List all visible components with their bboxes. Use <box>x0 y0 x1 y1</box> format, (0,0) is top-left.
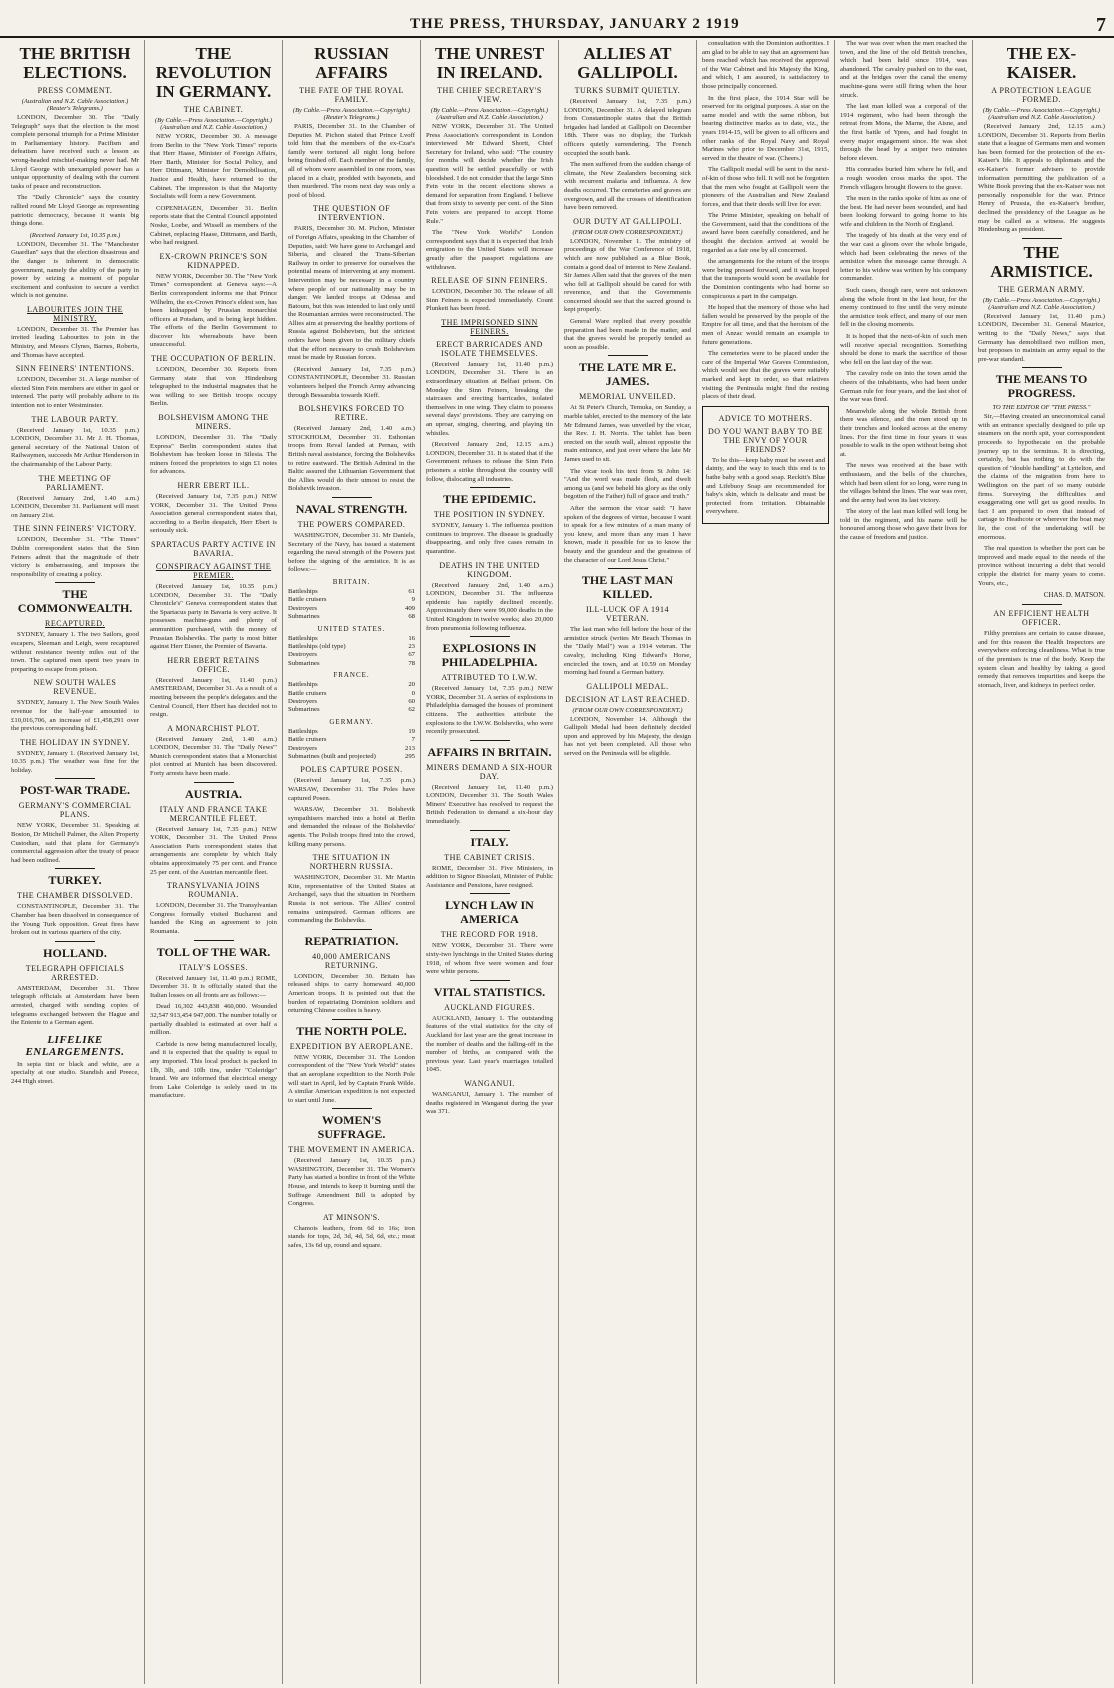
section-subhead: A MONARCHIST PLOT. <box>167 723 260 733</box>
article-body: LONDON, December 31. The "Manchester Guardian" says that the election disastrous and the danger is inherent in democratic government, namely the ability of the party in power by seizing a moment of popular excitement and confusion to secure a verdict which is not genuine. <box>11 240 139 300</box>
divider <box>470 487 510 488</box>
article-body: WARSAW, December 31. Bolshevik sympathisers marched into a hotel at Berlin and demanded the release of the Bolsheviks' agents. The Polish troops fired into the crowd, killing many persons. <box>288 806 415 848</box>
wire-credit: (By Cable.—Press Association.—Copyright.) (Australian and N.Z. Cable Association.) <box>982 107 1101 121</box>
table-caption: UNITED STATES. <box>317 624 386 633</box>
naval-strength-table <box>288 578 415 762</box>
article-body: (Received January 1st, 11.40 p.m.) LONDON, December 31. General Maurice, writing to the "Daily News," says that Germany has demobilised two million men, but proposes to maintain an army equal to the pre-war standard. <box>978 312 1105 363</box>
table-row <box>288 706 415 714</box>
section-subhead: LABOURITES JOIN THE MINISTRY. <box>26 304 123 323</box>
divider <box>470 740 510 741</box>
article-body: (Received January 1st, 7.35 p.m.) NEW YORK, December 31. The United Press Association general correspondent states that, according to a Berlin despatch, Herr Ebert is seriously sick. <box>150 493 277 535</box>
table-caption: BRITAIN. <box>332 577 371 586</box>
section-subhead: EX-CROWN PRINCE'S SON KIDNAPPED. <box>159 251 268 270</box>
article-headline: LYNCH LAW IN AMERICA <box>445 898 534 927</box>
article-body: The tragedy of his death at the very end of the war cast a gloom over the whole brigade, which had been celebrating the news of the armistice when the message came through. A letter to his widow was written by his company commander. <box>840 232 967 283</box>
section-subhead: HERR EBERT ILL. <box>177 481 250 490</box>
section-subhead: THE MOVEMENT IN AMERICA. <box>288 1145 415 1155</box>
article-body: (Received January 2nd, 1.40 a.m.) LONDON, December 31. The "Daily News'" Munich correspondent states that a Monarchist plot centred at Munich has been discovered. Forty arrests have been made. <box>150 735 277 778</box>
article-body: (Received January 1st, 7.35 p.m.) NEW YORK, December 31. A series of explosions in Philadelphia damaged the houses of prominent citizens. The authorities attribute the explosions to the I.W.W. Bolsheviks, who were recently prosecuted. <box>426 685 553 736</box>
article-body: In the first place, the 1914 Star will be reserved for its original purposes. A star on the same model and with the same ribbon, but bearing distinctive marks as to date, viz., the years 1914-15, will be given to all officers and other ranks of the Royal Navy and Royal Marines who prior to December 31st, 1915, served in the theatre of war. (Cheers.) <box>702 94 829 162</box>
article-body: The cavalry rode on into the town amid the cheers of the inhabitants, who had been under German rule for four years, and the last shot of the war was fired. <box>840 370 967 404</box>
vessel-count: 20 <box>408 681 415 689</box>
article-headline: THE MEANS TO PROGRESS. <box>995 372 1088 401</box>
divider <box>332 497 372 498</box>
table-row <box>288 651 415 659</box>
letter-credit: TO THE EDITOR OF "THE PRESS." <box>992 404 1091 412</box>
vessel-type: Battleships <box>288 681 318 689</box>
divider <box>470 830 510 831</box>
section-subhead: THE SITUATION IN NORTHERN RUSSIA. <box>309 853 394 872</box>
article-headline: TURKEY. <box>48 873 102 888</box>
masthead <box>0 0 1114 38</box>
section-subhead: THE CHAMBER DISSOLVED. <box>17 891 133 901</box>
section-subhead: ITALY'S LOSSES. <box>179 962 248 972</box>
article-body: LONDON, December 30. Reports from Germany state that von Hindenburg telegraphed to the industrial magnates that he was willing to see British troops occupy Berlin. <box>150 366 277 408</box>
vessel-type: Destroyers <box>288 698 317 705</box>
page-number: 7 <box>1096 14 1106 36</box>
vessel-type: Destroyers <box>288 651 317 659</box>
letter-body: Sir,—Having created an uneconomical canal with an entrance specially designed to pile up steamers on the north spit, your correspondent proceeds to hypothecate on the probable journey up to the terminus. It is directing, certainly, but has nothing to do with the question of "double handling" at Lyttelton, and the claims of the migration from here to Wellington on the part of so many outside firms. Surveying the difficulties and exaggerating one will get us good results. In fact I am prepared to own that instead of cartage to Heathcote or wherever the boat may lie, the cost of the undertaking will be enormous. <box>978 413 1105 541</box>
article-body: The last man who fell before the hour of the armistice struck (writes Mr Beach Thomas in the "Daily Mail") was a 1914 veteran. The cavalry, including King Edward's Horse, encircled the town, and at 10.59 on Monday morning had found a German battery. <box>564 626 691 677</box>
section-subhead: MINERS DEMAND A SIX-HOUR DAY. <box>426 762 553 781</box>
section-subhead: THE MEETING OF PARLIAMENT. <box>38 473 112 492</box>
article-body: (Received January 2nd, 12.15 a.m.) LONDON, December 31. Reports from Berlin state that a league of Germans men and women has been formed for the protection of the ex-Kaiser's life. It appeals to diplomats and the ex-Kaiser's former advisers to provide information permitting the publication of a White Book proving that the ex-Kaiser was not personally responsible for the war. Prince Henry of Prussia, the ex-Kaiser's brother, declined the presidency of the League as he may be called as a witness. He suggests Hindenburg as president. <box>978 123 1105 234</box>
article-body: The vicar took his text from St John 14: "And the word was made flesh, and dwelt among us (and we beheld his glory as the only begotten of the Father) full of grace and truth." <box>564 467 691 501</box>
table-row <box>288 613 415 621</box>
vessel-count: 0 <box>411 689 415 697</box>
wire-credit: (By Cable.—Press Association.—Copyright.) (Australian and N.Z. Cable Association.) <box>154 117 273 131</box>
divider <box>332 1108 372 1109</box>
article-body: NEW YORK, December 31. The London correspondent of the "New York World" states that an aeroplane expedition to the North Pole will start in April, led by Captain Frank Wilde. A similar American expedition is not expected to start until June. <box>288 1053 415 1104</box>
article-body: The Gallipoli medal will be sent to the next-of-kin of those who fell. It will not be forgotten that the men who fought at Gallipoli were the pioneers of the Australian and New Zealand forces, and that their deeds will live for ever. <box>702 166 829 208</box>
article-body: (Received January 1st, 11.40 p.m.) LONDON, December 31. The South Wales Miners' Executive has resolved to request the British Federation to demand a six-hour day immediately. <box>426 783 553 826</box>
divider <box>55 868 95 869</box>
article-headline: HOLLAND. <box>43 945 107 960</box>
article-body: The story of the last man killed will long be told in the regiment, and his name will be honoured among those who gave their lives for the cause of freedom and justice. <box>840 508 967 542</box>
table-row <box>288 728 415 736</box>
article-body: At St Peter's Church, Temuka, on Sunday, a marble tablet, erected to the memory of the late Mr Edmund James, was unveiled by the vicar, the Rev. J. H. Norris. The tablet has been erected on the south wall, almost opposite the main entrance, and just over where the late Mr James used to sit. <box>564 404 691 463</box>
article-body: NEW YORK, December 30. A message from Berlin to the "New York Times" reports that Herr Haase, Minister of Foreign Affairs, Herr Barth, Minister for Social Policy, and Herr Dittmann, Minister for Demobilisation, Justice and Health, have returned to the Cabinet. The impression is that the Majority Socialists will form a new Government. <box>150 133 277 201</box>
column-6 <box>696 40 834 1684</box>
section-subhead: THE IMPRISONED SINN FEINERS. <box>441 317 538 336</box>
vessel-count: 23 <box>408 642 415 650</box>
article-body: AMSTERDAM, December 31. Three telegraph officials at Amsterdam have been arrested, charged with sending copies of telegrams exchanged between the Hague and the Entente to a German agent. <box>11 984 139 1027</box>
section-subhead: CONSPIRACY AGAINST THE PREMIER. <box>155 561 272 580</box>
vessel-count: 67 <box>408 651 415 659</box>
article-body: (Received January 1st, 7.35 p.m.) WARSAW, December 31. The Poles have captured Posen. <box>288 777 415 802</box>
section-subhead: THE CABINET. <box>183 105 244 114</box>
section-subhead: THE RECORD FOR 1918. <box>440 930 539 940</box>
divider <box>194 782 234 783</box>
section-subhead: RELEASE OF SINN FEINERS. <box>431 276 548 286</box>
newspaper-title: THE PRESS, THURSDAY, JANUARY 2 1919 <box>410 16 740 32</box>
article-body: Such cases, though rare, were not unknown along the whole front in the last hour, for the enemy continued to fire until the very minute the armistice took effect, and many of our men fell in the closing moments. <box>840 287 967 329</box>
article-headline: THE REVOLUTION IN GERMANY. <box>155 44 272 101</box>
article-headline: AFFAIRS IN BRITAIN. <box>427 744 552 759</box>
correspondent-credit: (FROM OUR OWN CORRESPONDENT.) <box>572 228 683 236</box>
vessel-type: Battle cruisers <box>288 689 327 697</box>
article-body: It is hoped that the next-of-kin of such men will receive special recognition. Something should be done to mark the sacrifice of those who fell on the last day of the war. <box>840 333 967 366</box>
article-body: (Received January 1st, 11.40 p.m.) LONDON, December 31. There is an extraordinary situation at Belfast prison. On Monday the Sinn Feiners, breaking the staircases and erecting barricades, isolated themselves in one wing. They claim to possess several days' provisions. They are carrying on an uproar, singing, cheering, and playing tin whistles. <box>426 360 553 437</box>
divider <box>332 1019 372 1020</box>
table-caption: FRANCE. <box>333 671 370 680</box>
article-headline: ITALY. <box>470 834 509 849</box>
vessel-type: Battleships <box>288 587 318 595</box>
divider <box>55 778 95 779</box>
section-subhead: DEATHS IN THE UNITED KINGDOM. <box>439 560 540 579</box>
divider <box>470 636 510 637</box>
section-subhead: RECAPTURED. <box>45 619 105 629</box>
article-body: ROME, December 31. Five Ministers, in addition to Signor Bissolati, Minister of Public Assistance and Pensions, have resigned. <box>426 864 553 889</box>
section-subhead: THE LABOUR PARTY. <box>31 414 119 424</box>
section-subhead: ATTRIBUTED TO I.W.W. <box>441 673 538 683</box>
vessel-type: Submarines (built and projected) <box>288 753 376 761</box>
table-row <box>288 736 415 744</box>
column-3 <box>282 40 420 1684</box>
section-subhead: POLES CAPTURE POSEN. <box>300 765 403 775</box>
section-subhead: THE CHIEF SECRETARY'S VIEW. <box>437 86 542 104</box>
table-row <box>288 698 415 706</box>
section-subhead: DECISION AT LAST REACHED. <box>565 694 690 704</box>
section-subhead: ERECT BARRICADES AND ISOLATE THEMSELVES. <box>436 339 543 358</box>
correspondent-credit: (FROM OUR OWN CORRESPONDENT.) <box>572 706 683 714</box>
article-body: (Received January 1st, 7.35 p.m.) CONSTANTINOPLE, December 31. Russian volunteers helped the French Army advancing through Bessarabia towards Kieff. <box>288 365 415 399</box>
table-row <box>288 660 415 668</box>
article-headline: AUSTRIA. <box>184 786 242 801</box>
article-body: (Received January 1st, 7.35 p.m.) LONDON, December 31. A delayed telegram from Constantinople states that the British brigades had landed at Gallipoli on December 18th. There was no display, the Turkish officers quietly surrendering. The French occupied the south bank. <box>564 98 691 157</box>
table-row <box>288 605 415 613</box>
section-subhead: THE POSITION IN SYDNEY. <box>433 510 546 520</box>
section-subhead: THE HOLIDAY IN SYDNEY. <box>20 737 130 747</box>
vessel-type: Battleships <box>288 727 318 735</box>
article-headline: REPATRIATION. <box>304 933 399 948</box>
letter-signature: CHAS. D. MATSON. <box>1043 591 1105 600</box>
article-headline: WOMEN'S SUFFRAGE. <box>317 1113 386 1142</box>
article-body: CONSTANTINOPLE, December 31. The Chamber has been dissolved in consequence of the Young Turk opposition. Great fires have broken out in various quarters of the city. <box>11 903 139 937</box>
advertisement-headline: ADVICE TO MOTHERS. <box>718 413 813 423</box>
section-subhead: SINN FEINERS' INTENTIONS. <box>15 364 135 374</box>
vessel-count: 61 <box>408 587 415 595</box>
article-body: The cemeteries were to be placed under the care of the Imperial War Graves Commission, which would see that the graves were suitably marked and kept in order, so that relatives visiting the Peninsula might find the resting places of their dead. <box>702 350 829 401</box>
table-caption: GERMANY. <box>329 717 374 726</box>
article-body: PARIS, December 31. In the Chamber of Deputies M. Pichon stated that Prince Lvoff told him that the members of the ex-Czar's family were tortured all night long before being finished off. Each member of the family, all of whom were assembled in one room, was placed in a chair, prodded with bayonets, and then murdered. The room next day was only a pool of blood. <box>288 123 415 199</box>
vessel-type: Submarines <box>288 659 320 667</box>
wire-credit: (By Cable.—Press Association.—Copyright.) (Reuter's Telegrams.) <box>292 107 411 121</box>
vessel-count: 68 <box>408 613 415 621</box>
section-subhead: ITALY AND FRANCE TAKE MERCANTILE FLEET. <box>159 804 268 823</box>
section-subhead: THE GERMAN ARMY. <box>998 284 1085 294</box>
article-body: consultation with the Dominion authorities. I am glad to be able to say that an agreement has been reached which has received the approval of the War Cabinet and his Majesty the King, and which, I am assured, is satisfactory to those principally concerned. <box>702 40 829 90</box>
section-subhead: BOLSHEVISM AMONG THE MINERS. <box>158 413 269 432</box>
article-headline: THE LAST MAN KILLED. <box>581 573 674 602</box>
article-body: NEW YORK, December 31. The United Press Association's correspondent in London interviewed Mr Edward Shortt, Chief Secretary for Ireland, who said: "The country for months will decide whether the Irish question will be settled peacefully or with bloodshed. I do not consider that the large Sinn Fein vote in the recent elections shows a demand for separation from England. I believe that from sixty to seventy per cent. of the Sinn Fein voters are prepared to accept Home Rule." <box>426 123 553 225</box>
article-body: Dead 16,302 443,838 460,000. Wounded 32,547 913,454 947,000. The number totally or partially disabled is estimated at over half a million. <box>150 1003 277 1037</box>
section-subhead: GERMANY'S COMMERCIAL PLANS. <box>18 801 132 820</box>
article-body: LONDON, December 31. The "Daily Express" Berlin correspondent states that Bolshevism has broken loose in Silesia. The miners forced the proprietors to sign £1 notes for advances. <box>150 434 277 476</box>
vessel-count: 60 <box>408 698 415 705</box>
article-body: NEW YORK, December 31. There were sixty-two lynchings in the United States during 1918, of whom five were women and four were white persons. <box>426 942 553 976</box>
section-subhead: ILL-LUCK OF A 1914 VETERAN. <box>586 605 669 624</box>
article-body: (Received January 1st, 10.35 p.m.) WASHINGTON, December 31. The Women's Party has started a bonfire in front of the White House, and intends to keep it burning until the Suffrage Amendment Bill is adopted by Congress. <box>288 1157 415 1208</box>
divider <box>470 980 510 981</box>
article-headline: NAVAL STRENGTH. <box>295 501 408 516</box>
section-subhead: BOLSHEVIKS FORCED TO RETIRE. <box>298 404 405 423</box>
wire-credit: (Australian and N.Z. Cable Association.) (Reuter's Telegrams.) <box>21 98 129 112</box>
article-body: After the sermon the vicar said: "I have spoken of the degrees of virtue, because I want to speak for a few minutes of a man many of you knew, and more than any man I have known, made it possible for us to know the beauty and the grandeur and the greatness of the character of our Lord Jesus Christ." <box>564 504 691 564</box>
article-body: SYDNEY, January 1. (Received January 1st, 10.35 p.m.) The weather was fine for the holiday. <box>11 749 139 774</box>
article-headline: THE ARMISTICE. <box>990 242 1093 281</box>
table-row <box>288 681 415 689</box>
table-row <box>288 690 415 698</box>
table-row <box>288 753 415 761</box>
article-body: The "Daily Chronicle" says the country rallied round Mr Lloyd George as representing patriotic democracy, because it wants big things done. <box>11 194 139 228</box>
advertisement-subhead: DO YOU WANT BABY TO BE THE ENVY OF YOUR FRIENDS? <box>708 426 823 454</box>
section-subhead: GALLIPOLI MEDAL. <box>586 681 669 691</box>
advertisement-body: To be this—keep baby must be sweet and dainty, and the way to teach this end is to bathe baby with a good soap. Reckitt's Blue and Lifebuoy Soap are recommended for baby's skin, which is delicate and must be protected from irritation. Obtainable everywhere. <box>706 456 825 516</box>
article-body: AUCKLAND, January 1. The outstanding features of the vital statistics for the city of Auckland for last year are the great increase in the number of deaths and the falling-off in the number of births, as compared with the previous year. Last year's marriages totalled 1045. <box>426 1014 553 1074</box>
article-body: (Received January 1st, 10.35 p.m.) LONDON, December 31. The "Daily Chronicle's" Geneva correspondent states that the Spartacus party in Bavaria is very active. It possesses machine-guns and plenty of ammunition purchased, with the money of Prussian Bolsheviks. The party is most bitter against Herr Eisner, the Premier of Bavaria. <box>150 582 277 651</box>
article-body: The Prime Minister, speaking on behalf of the Government, said that the conditions of the award have been carefully considered, and he thought the decision arrived at would be regarded as a fair one by all concerned. <box>702 212 829 254</box>
article-body: (Received January 2nd, 1.40 a.m.) LONDON, December 31. Parliament will meet on January 21st. <box>11 494 139 519</box>
article-body: The war was over when the men reached the town, and the line of the old British trenches, which had been held since 1914, was abandoned. The cavalry pushed on to the east, and at the bridges over the canal the enemy machine-guns were still firing when the hour struck. <box>840 40 967 99</box>
article-body: The men suffered from the sudden change of climate, the New Zealanders becoming sick with recurrent malaria and influenza. A few deaths occurred. The cemeteries and graves are overgrown, and all the crosses of identification have been removed. <box>564 161 691 212</box>
article-body: NEW YORK, December 31. Speaking at Boston, Dr Mitchell Palmer, the Alien Property Custodian, said that plans for Germany's commercial aggression after the treaty of peace had been outlined. <box>11 822 139 864</box>
column-2 <box>144 40 282 1684</box>
article-body: LONDON, November 1. The ministry of proceedings of the War Conference of 1918, which are now published as a Blue Book, contain a good deal of interest to New Zealand. Sir James Allen said that the graves of the men who fell at Gallipoli should be cared for with reverence, and that the Governments concerned should see that the sacred ground is kept properly. <box>564 237 691 314</box>
article-body: (Received January 2nd, 1.40 a.m.) LONDON, December 31. The influenza epidemic has rapidly declined recently. Approximately there were 99,000 deaths in the United Kingdom in twelve weeks; also 20,000 from pneumonia following influenza. <box>426 581 553 632</box>
section-subhead: THE CABINET CRISIS. <box>444 852 535 862</box>
article-headline: THE LATE MR E. JAMES. <box>578 360 677 389</box>
article-body: WASHINGTON, December 31. Mr Daniels, Secretary of the Navy, has issued a statement regarding the naval strength of the Powers just before the signing of the armistice. It is as follows:— <box>288 531 415 574</box>
divider <box>194 940 234 941</box>
section-subhead: A PROTECTION LEAGUE FORMED. <box>991 86 1092 104</box>
article-body: The last man killed was a corporal of the 1914 regiment, who had been through the retreat from Mons, the Marne, the Aisne, and the first battle of Ypres, and had fought in every major engagement since. He was shot through the head by a sniper two minutes before eleven. <box>840 103 967 162</box>
section-subhead: SPARTACUS PARTY ACTIVE IN BAVARIA. <box>151 539 276 558</box>
column-5 <box>558 40 696 1684</box>
article-body: LONDON, December 30. The release of all Sinn Feiners is expected immediately. Count Plunkett has been freed. <box>426 288 553 313</box>
divider <box>1022 604 1062 605</box>
article-body: Chamois leathers, from 6d to 16s; iron stands for tops, 2d, 3d, 4d, 5d, 6d, etc.; meat safes, 13s 6d up, round and square. <box>288 1224 415 1250</box>
vessel-type: Submarines <box>288 613 320 621</box>
article-body: LONDON, November 14. Although the Gallipoli Medal had been definitely decided upon and approved by his Majesty, the design has not yet been completed. All those who served on the Peninsula will be eligible. <box>564 715 691 758</box>
divider <box>1022 367 1062 368</box>
article-headline: RUSSIAN AFFAIRS <box>314 44 389 82</box>
section-subhead: AUCKLAND FIGURES. <box>444 1002 535 1012</box>
article-body: (Received January 1st, 10.35 p.m.) LONDON, December 31. Mr J. H. Thomas, general secretary of the National Union of Railwaymen, succeeds Mr Arthur Henderson in the chairmanship of the Labour Party. <box>11 426 139 468</box>
section-subhead: AN EFFICIENT HEALTH OFFICER. <box>993 609 1090 628</box>
advertisement-headline: LIFELIKE ENLARGEMENTS. <box>25 1033 125 1058</box>
advertisement-box <box>702 406 829 524</box>
article-body: (Received January 1st, 11.40 p.m.) AMSTERDAM, December 31. As a result of a meeting between the people's delegates and the Central Council, Herr Ebert has decided not to resign. <box>150 676 277 719</box>
wire-credit: (By Cable.—Press Association.—Copyright.) (Australian and N.Z. Cable Association.) <box>430 107 549 121</box>
article-body: LONDON, December 30. Britain has released ships to carry homeward 40,000 American troops. It is pointed out that the burden of repatriating Dominion soldiers and returning Chinese coolies is heavy. <box>288 972 415 1015</box>
section-subhead: TELEGRAPH OFFICIALS ARRESTED. <box>25 963 125 982</box>
received-time: (Received January 1st, 10.35 p.m.) <box>29 231 121 239</box>
section-subhead: THE FATE OF THE ROYAL FAMILY. <box>299 86 404 104</box>
vessel-count: 7 <box>411 736 415 744</box>
section-subhead: TRANSYLVANIA JOINS ROUMANIA. <box>166 881 261 900</box>
article-body: He hoped that the memory of those who had fallen would be preserved by the people of the Empire for all time, and that the heroism of the men of Anzac would remain an example to future generations. <box>702 304 829 346</box>
article-body: SYDNEY, January 1. The New South Wales revenue for the half-year amounted to £10,016,706, an increase of £1,458,291 over the previous corresponding half. <box>11 699 139 733</box>
article-headline: EXPLOSIONS IN PHILADELPHIA. <box>441 641 538 670</box>
divider <box>55 582 95 583</box>
article-body: The "New York World's" London correspondent says that it is expected that Irish emigration to the United States will increase greatly after the passport regulations are withdrawn. <box>426 229 553 271</box>
divider <box>608 355 648 356</box>
article-body: The men in the ranks spoke of him as one of the best. He had never been wounded, and had been looking forward to going home to his wife and children in the North of England. <box>840 195 967 228</box>
divider <box>608 568 648 569</box>
divider <box>332 929 372 930</box>
article-body: LONDON, December 31. "The Times" Dublin correspondent states that the Sinn Feiners admit that the magnitude of their victory is embarrassing, and imposes the responsibility of creating a policy. <box>11 536 139 578</box>
article-headline: THE BRITISH ELECTIONS. <box>19 44 131 82</box>
vessel-count: 295 <box>404 753 415 761</box>
table-row <box>288 643 415 651</box>
section-subhead: 40,000 AMERICANS RETURNING. <box>312 951 391 970</box>
article-body: LONDON, December 31. A large number of elected Sinn Fein members are either in gaol or interned. The party will probably adhere to its intention not to enter Westminster. <box>11 376 139 410</box>
article-body: WASHINGTON, December 31. Mr Martin Kite, representative of the United States at Archangel, says that the situation in Northern Russia is not serious. The Allies' control remains unimpaired. German officers are commanding the Bolsheviks. <box>288 874 415 925</box>
vessel-type: Battle cruisers <box>288 596 327 604</box>
vessel-type: Destroyers <box>288 744 317 752</box>
vessel-count: 19 <box>408 727 415 735</box>
section-subhead: TURKS SUBMIT QUIETLY. <box>574 86 681 95</box>
newspaper-columns <box>6 40 1110 1684</box>
article-body: (Received January 1st, 11.40 p.m.) ROME, December 31. It is officially stated that the Italian losses on all fronts are as follows:— <box>150 974 277 999</box>
column-1 <box>6 40 144 1684</box>
section-subhead: THE POWERS COMPARED. <box>297 519 406 529</box>
article-body: (Received January 2nd, 1.40 a.m.) STOCKHOLM, December 31. Esthonian troops from Reval landed at Pernau, with British naval assistance, forcing the Bolsheviks to retire eastward. The British Admiral in the Baltic assured the Lithuanian Government that the Allies would do their utmost to resist the Bolshevik invasion. <box>288 425 415 493</box>
table-row <box>288 588 415 596</box>
vessel-type: Battleships (old type) <box>288 642 346 650</box>
article-body: PARIS, December 30. M. Pichon, Minister of Foreign Affairs, speaking in the Chamber of Deputies, said: We have gone to Archangel and Siberia, and cleared the Trans-Siberian Railway in order to preserve for ourselves the potential means of intervening at any moment. Intervention may be necessary in a country where people of our nationality may be in danger. We landed troops at Odessa and Batoum, but this was intended to last only until the Roumanian armies were reconstructed. The Allies aim at preserving the healthy portions of Russia against Bolshevism, but the strictest orders have been given to the military chiefs that the effort necessary to crush Bolshevism must be made by Russian forces. <box>288 225 415 362</box>
article-body: NEW YORK, December 30. The "New York Times" correspondent at Geneva says:—A Berlin correspondent informs me that Prince Wilhelm, the ex-Crown Prince's eldest son, has been kidnapped by Prussian monarchist officers at Potsdam, and is being kept hidden. The efforts of the Berlin Government to discover his whereabouts have been unsuccessful. <box>150 272 277 349</box>
wire-credit: (By Cable.—Press Association.—Copyright.) (Australian and N.Z. Cable Association.) <box>982 296 1101 311</box>
table-row <box>288 745 415 753</box>
section-subhead: HERR EBERT RETAINS OFFICE. <box>167 655 260 674</box>
column-4 <box>420 40 558 1684</box>
table-row <box>288 596 415 604</box>
vessel-count: 16 <box>408 634 415 642</box>
letter-body: The real question is whether the port can be improved and made equal to the needs of the province without incurring a debt that would cripple the district for many years to come. Yours, etc., <box>978 545 1105 587</box>
table-row <box>288 635 415 643</box>
article-body: His comrades buried him where he fell, and a rough wooden cross marks the spot. The French villagers brought flowers to the grave. <box>840 166 967 191</box>
divider <box>55 941 95 942</box>
article-body: LONDON, December 31. The Transylvanian Congress formally visited Bucharest and handed the King an agreement to join Roumania. <box>150 902 277 935</box>
article-body: Carbide is now being manufactured locally, and it is expected that the quality is equal to any imported. This local product is packed in 1lb, 3lb, and 10lb tins, under "Coleridge" brand. We are informed that electrical energy from Lake Coleridge is solely used in its manufacture. <box>150 1040 277 1100</box>
article-body: COPENHAGEN, December 31. Berlin reports state that the Central Council appointed Noske, Loebe, and Wissell as members of the Cabinet, replacing Haase, Dittmann, and Barth, who had resigned. <box>150 204 277 247</box>
vessel-count: 213 <box>404 744 415 752</box>
article-headline: VITAL STATISTICS. <box>433 984 546 999</box>
article-body: SYDNEY, January 1. The two Sailors, good escapers, Sleeman and Leigh, were recaptured without resistance twenty miles out of the town. The captured men spent two years in preparing to escape from prison. <box>11 631 139 673</box>
article-body: (Received January 1st, 7.35 p.m.) NEW YORK, December 31. The United Press Association Paris correspondent states that arrangements are complete by which Italy obtains approximately 75 per cent. and France 25 per cent. of the Austrian mercantile fleet. <box>150 825 277 876</box>
vessel-type: Battle cruisers <box>288 736 327 744</box>
article-body: LONDON, December 31. The Premier has invited leading Labourites to join in the Ministry, and Messrs Clynes, Barnes, Roberts, and Thomas have accepted. <box>11 325 139 359</box>
article-headline: ALLIES AT GALLIPOLI. <box>577 44 678 82</box>
advertisement-body: In sepia tint or black and white, are a specialty at our studio. Standish and Preece, 244 High street. <box>11 1060 139 1085</box>
article-body: WANGANUI, January 1. The number of deaths registered in Wanganui during the year was 371. <box>426 1090 553 1116</box>
article-body: (Received January 2nd, 12.15 a.m.) LONDON, December 31. It is stated that if the Government refuses to release the Sinn Fein prisoners a strike throughout the country will follow, dislocating all industries. <box>426 441 553 483</box>
section-subhead: THE SINN FEINERS' VICTORY. <box>13 524 137 534</box>
article-headline: THE NORTH POLE. <box>296 1023 407 1038</box>
section-subhead: MEMORIAL UNVEILED. <box>579 392 676 402</box>
section-subhead: EXPEDITION BY AEROPLANE. <box>289 1041 414 1051</box>
article-body: Filthy premises are certain to cause disease, and for this reason the Health Inspectors are everywhere enforcing cleanliness. What is true of the premises is true of the body. Keep the system clean and healthy by taking a good remedy that removes impurities and keeps the stomach, liver, and kidneys in perfect order. <box>978 630 1105 689</box>
section-subhead: THE QUESTION OF INTERVENTION. <box>312 204 391 223</box>
divider <box>470 893 510 894</box>
article-body: LONDON, December 30. The "Daily Telegraph" says that the election is the most complete personal triumph for a Prime Minister in Parliamentary history. Pacifism and defeatism have received such a lesson as wrong-headed mischief-making never had. Mr Lloyd George with unexampled power has a unique opportunity of dealing with the current tasks of peace and reconstruction. <box>11 114 139 190</box>
section-subhead: PRESS COMMENT. <box>37 86 113 95</box>
article-body: General Ware replied that every possible preparation had been made in the matter, and that the graves would be properly tended as soon as possible. <box>564 318 691 351</box>
article-headline: TOLL OF THE WAR. <box>156 944 271 959</box>
article-headline: THE UNREST IN IRELAND. <box>434 44 545 82</box>
article-headline: THE COMMONWEALTH. <box>17 587 133 616</box>
vessel-type: Submarines <box>288 706 320 714</box>
section-subhead: THE OCCUPATION OF BERLIN. <box>150 354 277 364</box>
section-subhead: AT MINSON'S. <box>322 1212 381 1222</box>
vessel-count: 409 <box>404 604 415 612</box>
vessel-type: Battleships <box>288 634 318 642</box>
vessel-type: Destroyers <box>288 604 317 612</box>
article-headline: THE EX-KAISER. <box>1006 44 1077 82</box>
vessel-count: 78 <box>408 659 415 667</box>
article-headline: THE EPIDEMIC. <box>443 492 536 507</box>
divider <box>1022 238 1062 239</box>
vessel-count: 9 <box>411 596 415 604</box>
article-headline: POST-WAR TRADE. <box>19 783 131 798</box>
article-body: SYDNEY, January 1. The influenza position continues to improve. The disease is gradually disappearing, and only five cases remain in quarantine. <box>426 522 553 555</box>
vessel-count: 62 <box>408 706 415 714</box>
column-7 <box>834 40 972 1684</box>
column-8 <box>972 40 1110 1684</box>
article-body: Meanwhile along the whole British front there was silence, and the men stood up in their trenches and looked across at the enemy lines. For the first time in four years it was possible to walk in the open without being shot at. <box>840 407 967 458</box>
article-body: The news was received at the base with enthusiasm, and the bells of the churches, which had been silent for so long, were rung in the villages behind the lines. The war was over, and the army had won its last victory. <box>840 462 968 504</box>
article-body: the arrangements for the return of the troops were being pressed forward, and it was hoped that the transports would soon be available for the Dominion contingents who had borne so conspicuous a part in the campaign. <box>702 258 829 300</box>
section-subhead: OUR DUTY AT GALLIPOLI. <box>573 216 682 226</box>
section-subhead: NEW SOUTH WALES REVENUE. <box>33 678 117 697</box>
section-subhead: WANGANUI. <box>464 1078 515 1088</box>
